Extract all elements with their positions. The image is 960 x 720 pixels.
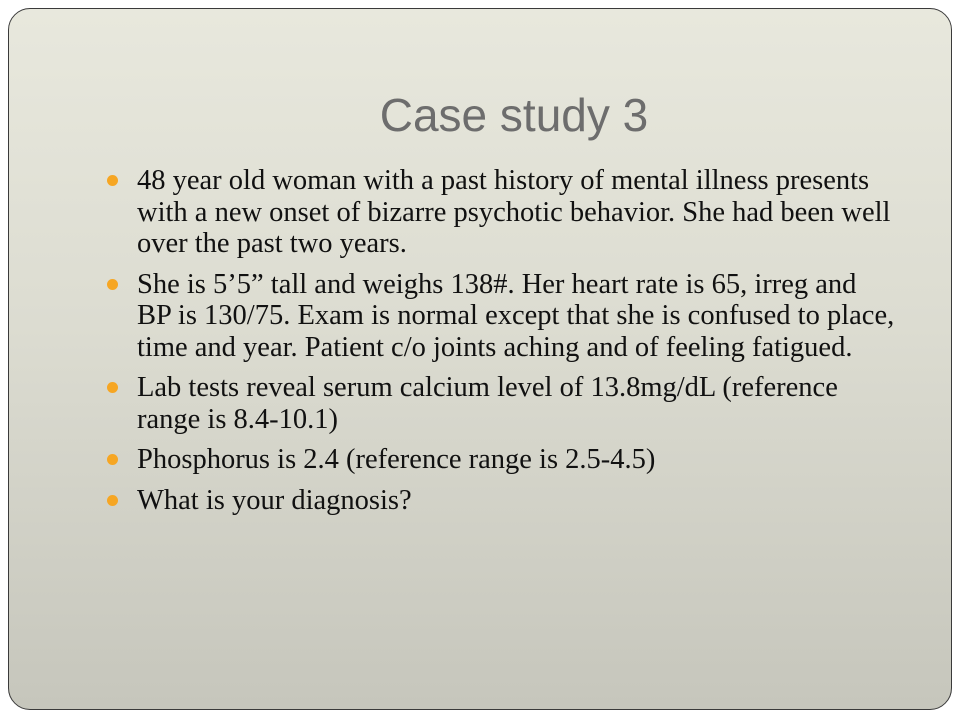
slide (8, 8, 952, 710)
bullet-dot-icon (107, 279, 118, 290)
bullet-dot-icon (107, 454, 118, 465)
bullet-item (105, 269, 895, 364)
bullet-text: 48 year old woman with a past history of mental illness presents with a new onset of bizarre psychotic behavior. She had been well over the past two years. (137, 165, 891, 259)
bullet-text: She is 5’5” tall and weighs 138#. Her heart rate is 65, irreg and BP is 130/75. Exam is normal except that she is confused to place, time and year. Patient c/o joints aching and of feeling fatigued. (137, 268, 895, 363)
bullet-dot-icon (107, 382, 118, 393)
bullet-list (105, 165, 895, 525)
bullet-text: Phosphorus is 2.4 (reference range is 2.5-4.5) (137, 444, 656, 475)
bullet-item (105, 165, 895, 260)
bullet-item (105, 372, 895, 435)
bullet-text: What is your diagnosis? (137, 484, 412, 516)
bullet-text: Lab tests reveal serum calcium level of 13.8mg/dL (reference range is 8.4-10.1) (137, 372, 838, 435)
bullet-dot-icon (107, 495, 118, 506)
bullet-item (105, 444, 895, 476)
slide-title: Case study 3 (379, 89, 649, 141)
bullet-dot-icon (107, 175, 118, 186)
bullet-item (105, 485, 895, 517)
